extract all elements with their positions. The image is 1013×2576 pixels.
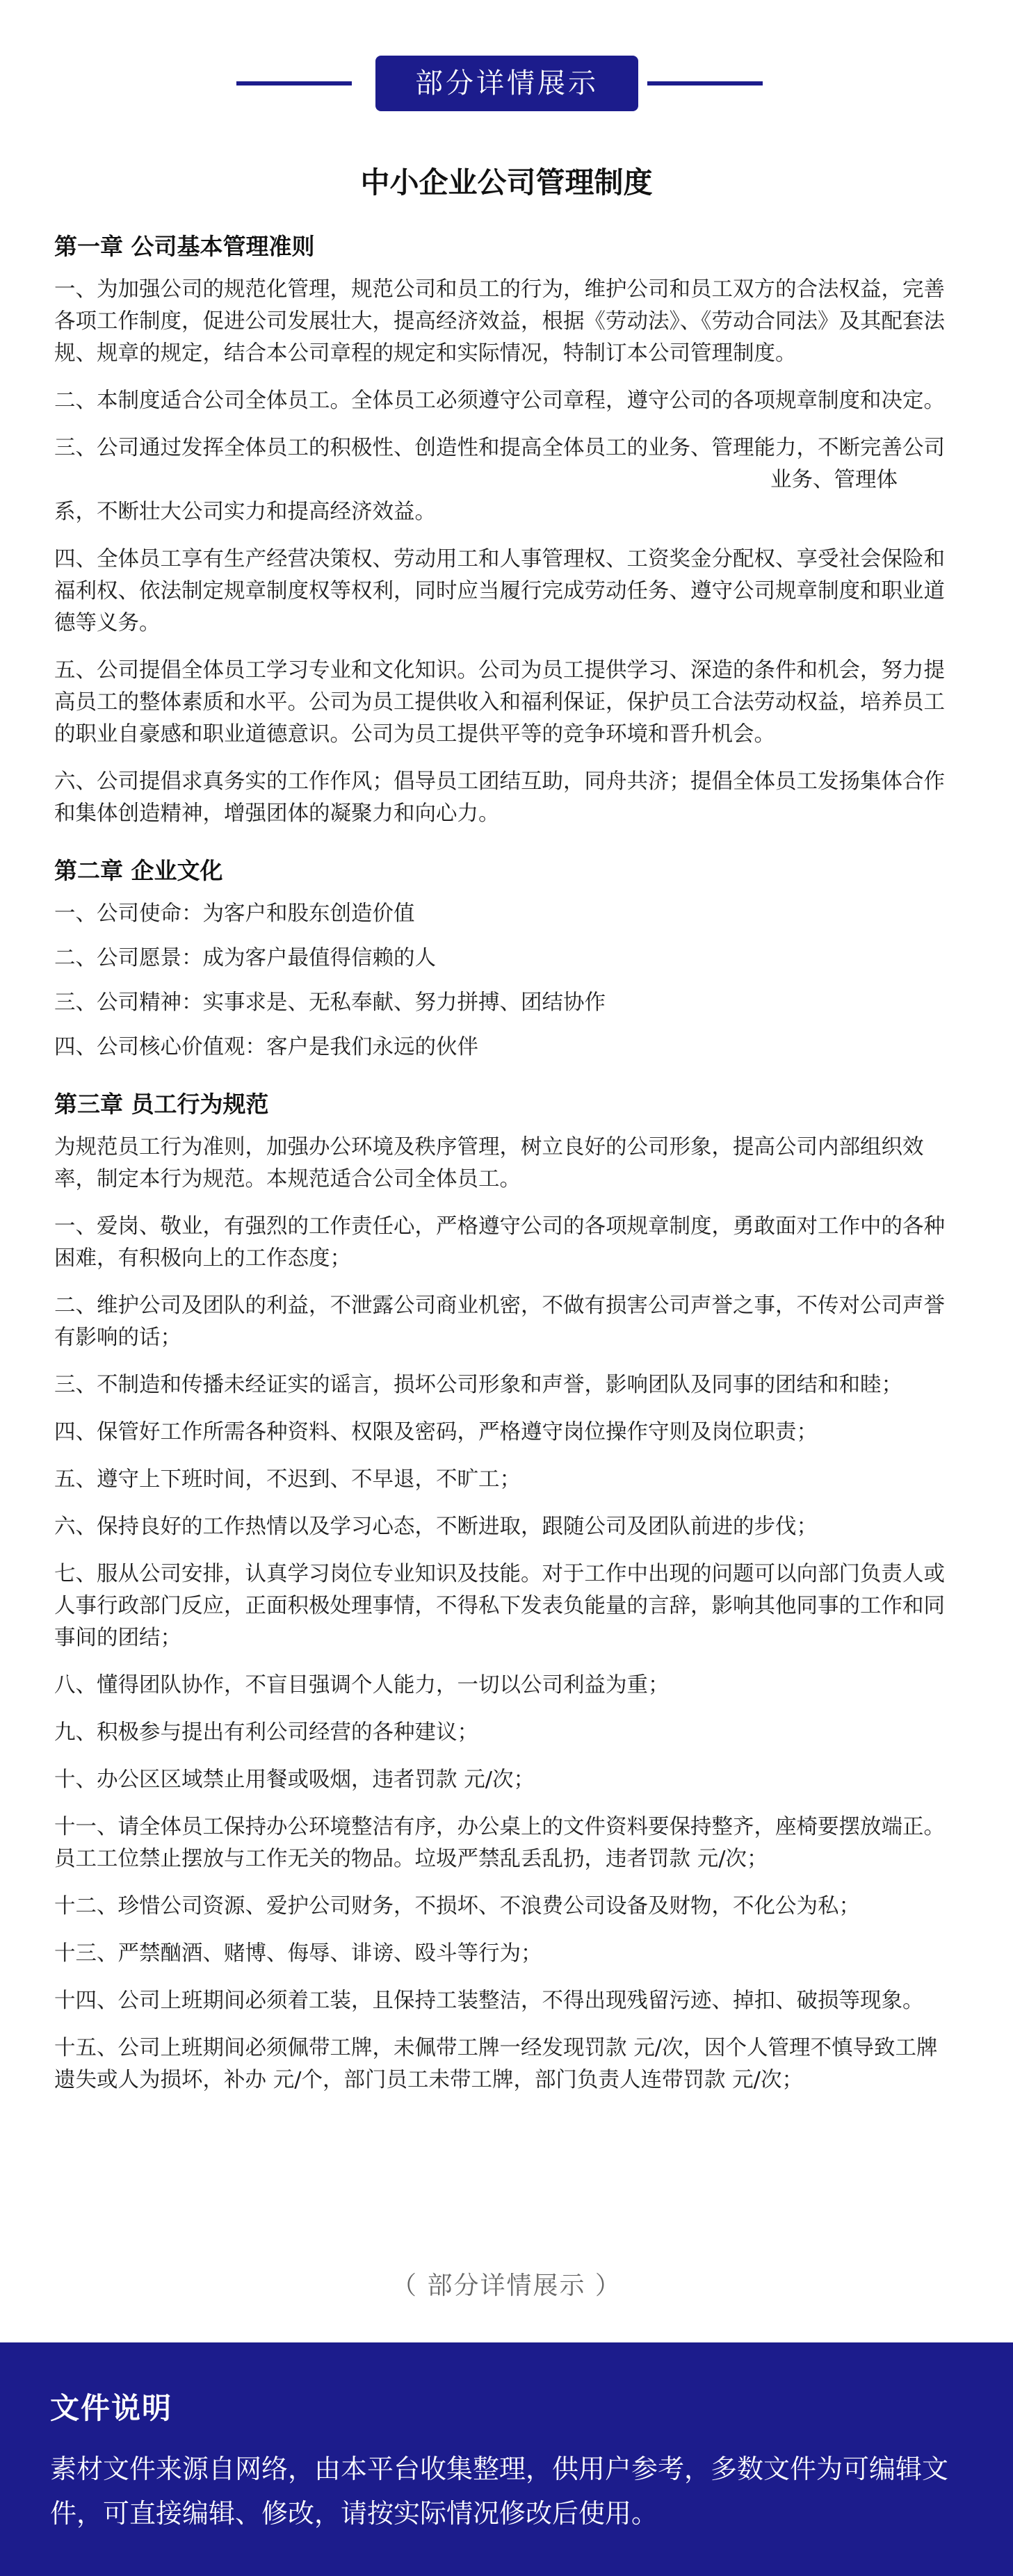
paragraph: 九、积极参与提出有利公司经营的各种建议； [54, 1720, 478, 1745]
paragraph: 一、公司使命：为客户和股东创造价值 [54, 902, 415, 926]
paragraph: 十二、珍惜公司资源、爱护公司财务，不损坏、不浪费公司设备及财物，不化公为私； [54, 1894, 860, 1918]
document-title: 中小企业公司管理制度 [360, 165, 653, 199]
file-notice-footer [0, 2342, 1013, 2576]
paragraph: 一、爱岗、敬业，有强烈的工作责任心，严格遵守公司的各项规章制度，勇敢面对工作中的各种困难，有积极向上的工作态度； [54, 1214, 945, 1271]
banner-right-line [647, 81, 763, 85]
paragraph: 二、维护公司及团队的利益，不泄露公司商业机密，不做有损害公司声誉之事，不传对公司声誉有影响的话； [54, 1294, 945, 1350]
paragraph: 十三、严禁酗酒、赌博、侮辱、诽谤、殴斗等行为； [54, 1941, 542, 1966]
paragraph: 四、公司核心价值观：客户是我们永远的伙伴 [54, 1035, 478, 1059]
chapter-3-title: 第三章 员工行为规范 [54, 1091, 269, 1118]
document-body [54, 229, 951, 2112]
paragraph: 七、服从公司安排，认真学习岗位专业知识及技能。对于工作中出现的问题可以向部门负责人或人事行政部门反应，正面积极处理事情，不得私下发表负能量的言辞，影响其他同事的工作和同事间的团结； [54, 1562, 945, 1650]
paragraph: 六、保持良好的工作热情以及学习心态，不断进取，跟随公司及团队前进的步伐； [54, 1515, 818, 1539]
paragraph: 四、保管好工作所需各种资料、权限及密码，严格遵守岗位操作守则及岗位职责； [54, 1420, 818, 1444]
paragraph: 三、不制造和传播未经证实的谣言，损坏公司形象和声誉，影响团队及同事的团结和和睦； [54, 1373, 902, 1397]
footer-text: 素材文件来源自网络，由本平台收集整理，供用户参考，多数文件为可编辑文件，可直接编辑、修改，请按实际情况修改后使用。 [50, 2454, 949, 2529]
paragraph-line: 三、公司通过发挥全体员工的积极性、创造性和提高全体员工的业务、管理能力，不断完善公司 [54, 436, 945, 460]
paragraph: 六、公司提倡求真务实的工作作风；倡导员工团结互助，同舟共济；提倡全体员工发扬集体合作和集体创造精神，增强团体的凝聚力和向心力。 [54, 769, 945, 826]
paragraph: 一、为加强公司的规范化管理，规范公司和员工的行为，维护公司和员工双方的合法权益，完善各项工作制度，促进公司发展壮大，提高经济效益，根据《劳动法》、《劳动合同法》及其配套法规、规章的规定，结合本公司章程的规定和实际情况，特制订本公司管理制度。 [54, 277, 945, 366]
paragraph: 二、公司愿景：成为客户最值得信赖的人 [54, 946, 436, 970]
chapter-1-title: 第一章 公司基本管理准则 [54, 233, 315, 260]
paragraph-line: 系，不断壮大公司实力和提高经济效益。 [54, 500, 436, 524]
paragraph: 五、公司提倡全体员工学习专业和文化知识。公司为员工提供学习、深造的条件和机会，努力提高员工的整体素质和水平。公司为员工提供收入和福利保证，保护员工合法劳动权益，培养员工的职业自豪感和职业道德意识。公司为员工提供平等的竞争环境和晋升机会。 [54, 658, 945, 747]
paragraph: 八、懂得团队协作，不盲目强调个人能力，一切以公司利益为重； [54, 1673, 670, 1697]
paragraph: 为规范员工行为准则，加强办公环境及秩序管理，树立良好的公司形象，提高公司内部组织效率，制定本行为规范。本规范适合公司全体员工。 [54, 1135, 924, 1191]
banner-label: 部分详情展示 [375, 56, 638, 111]
partial-preview-note: （ 部分详情展示 ） [391, 2272, 622, 2300]
paragraph: 三、公司精神：实事求是、无私奉献、努力拼搏、团结协作 [54, 991, 606, 1015]
chapter-2-title: 第二章 企业文化 [54, 857, 223, 884]
paragraph: 十五、公司上班期间必须佩带工牌，未佩带工牌一经发现罚款 元/次，因个人管理不慎导致工牌遗失或人为损坏，补办 元/个，部门员工未带工牌，部门负责人连带罚款 元/次； [54, 2036, 938, 2092]
paragraph: 二、本制度适合公司全体员工。全体员工必须遵守公司章程，遵守公司的各项规章制度和决定。 [54, 389, 945, 413]
paragraph: 十、办公区区域禁止用餐或吸烟，违者罚款 元/次； [54, 1768, 535, 1792]
banner-left-line [236, 81, 352, 85]
paragraph-line: 业务、管理体 [770, 468, 898, 492]
paragraph [54, 432, 951, 528]
footer-title: 文件说明 [50, 2391, 173, 2425]
paragraph: 十四、公司上班期间必须着工装，且保持工装整洁，不得出现残留污迹、掉扣、破损等现象。 [54, 1989, 924, 2013]
paragraph: 四、全体员工享有生产经营决策权、劳动用工和人事管理权、工资奖金分配权、享受社会保险和福利权、依法制定规章制度权等权利，同时应当履行完成劳动任务、遵守公司规章制度和职业道德等义务。 [54, 547, 945, 635]
header-banner [0, 56, 1013, 111]
paragraph: 十一、请全体员工保持办公环境整洁有序，办公桌上的文件资料要保持整齐，座椅要摆放端正。员工工位禁止摆放与工作无关的物品。垃圾严禁乱丢乱扔，违者罚款 元/次； [54, 1815, 945, 1871]
paragraph: 五、遵守上下班时间，不迟到、不早退，不旷工； [54, 1467, 521, 1492]
